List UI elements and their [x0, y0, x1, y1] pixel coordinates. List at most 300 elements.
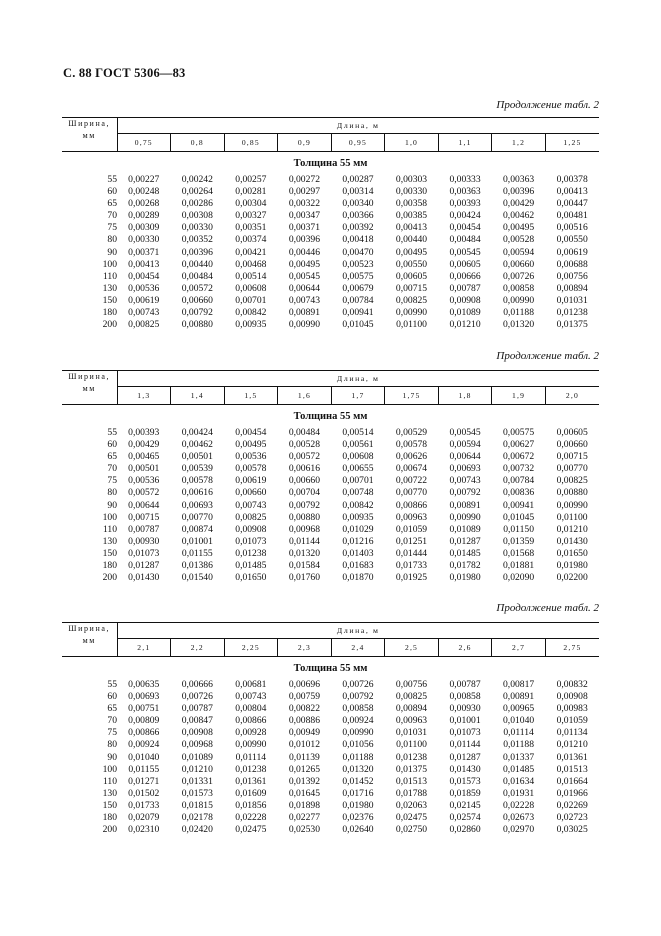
volume-value: 0,00462	[503, 210, 535, 222]
table-row	[62, 536, 599, 548]
volume-value: 0,01144	[289, 535, 320, 547]
volume-value: 0,01012	[288, 739, 320, 751]
volume-value: 0,01287	[449, 751, 481, 763]
volume-value: 0,01089	[181, 751, 213, 763]
volume-value: 0,00396	[181, 246, 213, 258]
width-header	[62, 118, 117, 152]
volume-value: 0,01513	[556, 763, 588, 775]
volume-value: 0,00866	[395, 499, 428, 511]
length-value: 2,3	[278, 639, 332, 657]
width-value: 70	[107, 210, 117, 222]
volume-value: 0,00572	[288, 451, 320, 463]
width-value: 100	[102, 511, 117, 523]
volume-value: 0,00726	[503, 270, 535, 282]
volume-value: 0,00286	[181, 198, 213, 210]
width-value: 130	[102, 787, 117, 799]
length-value: 0,85	[224, 134, 278, 152]
volume-value: 0,00990	[503, 294, 535, 306]
volume-value: 0,00644	[449, 451, 481, 463]
volume-value: 0,01320	[288, 547, 320, 559]
volume-value: 0,00440	[181, 258, 213, 270]
table-row	[62, 427, 599, 439]
volume-value: 0,00908	[181, 727, 213, 739]
volume-value: 0,02723	[556, 812, 588, 824]
volume-value: 0,00454	[449, 222, 481, 234]
volume-value: 0,00248	[128, 186, 160, 198]
volume-value: 0,00561	[342, 439, 374, 451]
volume-value: 0,00655	[342, 463, 374, 475]
volume-value: 0,00688	[556, 258, 588, 270]
width-header-label: Ширина,	[68, 119, 111, 128]
volume-value: 0,00787	[181, 703, 213, 715]
volume-value: 0,00396	[288, 234, 320, 246]
volume-value: 0,02530	[288, 824, 320, 836]
volume-value: 0,01238	[556, 307, 588, 319]
page-header: С. 88 ГОСТ 5306—83	[63, 66, 186, 80]
volume-value: 0,00484	[449, 234, 481, 246]
table-row	[62, 487, 599, 499]
volume-value: 0,00578	[181, 475, 213, 487]
volume-value: 0,00314	[342, 186, 374, 198]
volume-value: 0,00990	[556, 499, 588, 511]
volume-value: 0,00696	[288, 679, 320, 690]
thickness-label: Толщина 55 мм	[293, 157, 368, 169]
volume-value: 0,00605	[449, 258, 481, 270]
volume-value: 0,00528	[503, 234, 535, 246]
volume-value: 0,00363	[503, 174, 535, 185]
volume-value: 0,02228	[235, 812, 267, 824]
table-row	[62, 764, 599, 776]
volume-value: 0,00681	[235, 679, 267, 690]
width-value: 55	[107, 679, 117, 690]
length-value: 2,2	[171, 639, 225, 657]
volume-value: 0,00424	[181, 427, 213, 438]
volume-value: 0,00693	[181, 499, 213, 511]
volume-value: 0,00358	[395, 198, 428, 210]
volume-value: 0,01392	[288, 775, 320, 787]
volume-value: 0,00495	[395, 246, 428, 258]
volume-value: 0,00619	[556, 246, 588, 258]
length-header: Длина, м	[117, 371, 599, 387]
volume-value: 0,01139	[289, 751, 320, 763]
volume-value: 0,02277	[288, 812, 320, 824]
volume-value: 0,00809	[128, 715, 160, 727]
width-value: 80	[107, 234, 117, 246]
table-row	[62, 679, 599, 691]
volume-value: 0,00858	[503, 282, 535, 294]
volume-value: 0,00429	[503, 198, 535, 210]
width-value: 180	[102, 560, 117, 572]
volume-value: 0,00608	[235, 282, 267, 294]
volume-value: 0,01150	[503, 523, 535, 535]
volume-value: 0,00578	[235, 463, 267, 475]
volume-value: 0,00704	[288, 487, 320, 499]
volume-value: 0,00429	[128, 439, 160, 451]
volume-value: 0,01650	[235, 572, 267, 584]
volume-value: 0,00644	[128, 499, 160, 511]
volume-value: 0,00421	[235, 246, 267, 258]
width-value: 150	[102, 294, 117, 306]
table-row	[62, 283, 599, 295]
volume-value: 0,01216	[342, 535, 374, 547]
volume-value: 0,00968	[288, 523, 320, 535]
volume-value: 0,00832	[556, 679, 588, 690]
volume-value: 0,00392	[342, 222, 374, 234]
width-value: 180	[102, 812, 117, 824]
length-header: Длина, м	[117, 118, 599, 134]
volume-value: 0,01925	[395, 572, 428, 584]
volume-value: 0,00465	[128, 451, 160, 463]
volume-value: 0,01485	[449, 547, 481, 559]
width-value: 200	[102, 572, 117, 584]
volume-value: 0,00891	[449, 499, 481, 511]
table-row	[62, 752, 599, 764]
length-value: 0,8	[171, 134, 225, 152]
volume-value: 0,00715	[556, 451, 588, 463]
volume-value: 0,00990	[235, 739, 267, 751]
length-value: 2,5	[385, 639, 439, 657]
volume-value: 0,00440	[395, 234, 428, 246]
volume-value: 0,01502	[128, 787, 160, 799]
volume-value: 0,01931	[503, 787, 535, 799]
length-value: 1,5	[224, 387, 278, 405]
width-header-label: Ширина,	[68, 624, 111, 633]
volume-value: 0,02079	[128, 812, 160, 824]
table-row	[62, 548, 599, 560]
volume-value: 0,00605	[395, 270, 428, 282]
volume-value: 0,00908	[235, 523, 267, 535]
volume-value: 0,00908	[556, 691, 588, 703]
volume-value: 0,01100	[396, 739, 427, 751]
width-header-unit: мм	[82, 384, 96, 393]
length-value: 1,75	[385, 387, 439, 405]
volume-value: 0,00787	[128, 523, 160, 535]
volume-value: 0,01059	[556, 715, 588, 727]
volume-value: 0,00822	[288, 703, 320, 715]
volume-value: 0,00874	[181, 523, 213, 535]
volume-value: 0,00924	[342, 715, 374, 727]
thickness-label: Толщина 55 мм	[293, 662, 368, 674]
volume-value: 0,00528	[288, 439, 320, 451]
volume-value: 0,01760	[288, 572, 320, 584]
volume-value: 0,00990	[342, 727, 374, 739]
volume-value: 0,00413	[128, 258, 160, 270]
volume-value: 0,00784	[342, 294, 374, 306]
continuation-label: Продолжение табл. 2	[496, 602, 599, 614]
width-value: 100	[102, 763, 117, 775]
volume-value: 0,00891	[288, 307, 320, 319]
volume-value: 0,00660	[288, 475, 320, 487]
volume-value: 0,00413	[556, 186, 588, 198]
volume-value: 0,01100	[396, 319, 427, 331]
table-row	[62, 210, 599, 222]
continuation-label: Продолжение табл. 2	[496, 350, 599, 362]
volume-value: 0,01444	[395, 547, 428, 559]
volume-value: 0,02063	[395, 799, 428, 811]
length-value: 1,9	[492, 387, 546, 405]
volume-value: 0,00825	[556, 475, 588, 487]
volume-value: 0,01815	[181, 799, 213, 811]
volume-value: 0,01664	[556, 775, 588, 787]
volume-value: 0,00886	[288, 715, 320, 727]
table-row	[62, 451, 599, 463]
volume-value: 0,01980	[342, 799, 374, 811]
volume-value: 0,00770	[556, 463, 588, 475]
width-value: 130	[102, 535, 117, 547]
volume-value: 0,00963	[395, 715, 428, 727]
volume-value: 0,00715	[395, 282, 428, 294]
volume-value: 0,01645	[288, 787, 320, 799]
volume-value: 0,01788	[395, 787, 428, 799]
volume-value: 0,01210	[556, 523, 588, 535]
width-value: 60	[107, 439, 117, 451]
data-table	[62, 370, 599, 584]
volume-value: 0,00759	[288, 691, 320, 703]
volume-value: 0,01188	[503, 307, 535, 319]
width-value: 75	[107, 222, 117, 234]
volume-value: 0,00594	[503, 246, 535, 258]
width-value: 150	[102, 547, 117, 559]
volume-value: 0,00894	[395, 703, 428, 715]
volume-value: 0,01045	[503, 511, 535, 523]
volume-value: 0,00304	[235, 198, 267, 210]
volume-value: 0,00501	[128, 463, 160, 475]
width-value: 200	[102, 319, 117, 331]
volume-value: 0,01733	[128, 799, 160, 811]
volume-value: 0,00880	[556, 487, 588, 499]
data-table	[62, 622, 599, 836]
volume-value: 0,00385	[395, 210, 428, 222]
volume-value: 0,00545	[449, 427, 481, 438]
volume-value: 0,00523	[342, 258, 374, 270]
volume-value: 0,00396	[503, 186, 535, 198]
volume-value: 0,00743	[128, 307, 160, 319]
length-value: 2,4	[331, 639, 385, 657]
volume-value: 0,00756	[395, 679, 428, 690]
volume-value: 0,00619	[235, 475, 267, 487]
table-row	[62, 247, 599, 259]
width-value: 65	[107, 198, 117, 210]
volume-value: 0,00644	[288, 282, 320, 294]
volume-value: 0,02750	[395, 824, 428, 836]
volume-value: 0,00462	[181, 439, 213, 451]
volume-value: 0,01485	[503, 763, 535, 775]
volume-value: 0,00635	[128, 679, 160, 690]
width-value: 55	[107, 174, 117, 185]
volume-value: 0,00536	[235, 451, 267, 463]
length-value: 1,7	[331, 387, 385, 405]
volume-value: 0,00470	[342, 246, 374, 258]
volume-value: 0,01114	[235, 751, 267, 763]
volume-value: 0,00446	[288, 246, 320, 258]
volume-value: 0,00701	[342, 475, 374, 487]
volume-value: 0,01337	[503, 751, 535, 763]
volume-value: 0,02673	[503, 812, 535, 824]
volume-value: 0,01001	[449, 715, 481, 727]
volume-value: 0,00748	[342, 487, 374, 499]
length-value: 0,9	[278, 134, 332, 152]
volume-value: 0,01966	[556, 787, 588, 799]
table-row	[62, 259, 599, 271]
volume-value: 0,00880	[288, 511, 320, 523]
volume-value: 0,00743	[288, 294, 320, 306]
volume-value: 0,00968	[181, 739, 213, 751]
table-row	[62, 234, 599, 246]
width-value: 110	[102, 270, 117, 282]
volume-value: 0,00619	[128, 294, 160, 306]
volume-value: 0,00722	[395, 475, 428, 487]
volume-value: 0,02200	[556, 572, 588, 584]
volume-value: 0,00529	[395, 427, 428, 438]
volume-value: 0,01513	[395, 775, 428, 787]
length-value: 1,25	[545, 134, 599, 152]
volume-value: 0,01634	[503, 775, 535, 787]
volume-value: 0,00393	[128, 427, 160, 438]
volume-value: 0,00825	[395, 691, 428, 703]
width-value: 75	[107, 475, 117, 487]
volume-value: 0,01881	[503, 560, 535, 572]
width-value: 70	[107, 463, 117, 475]
volume-value: 0,00990	[288, 319, 320, 331]
volume-value: 0,01320	[342, 763, 374, 775]
volume-value: 0,00447	[556, 198, 588, 210]
thickness-label: Толщина 55 мм	[293, 410, 368, 422]
volume-value: 0,00268	[128, 198, 160, 210]
table-row	[62, 295, 599, 307]
table-row	[62, 319, 599, 331]
volume-value: 0,00281	[235, 186, 267, 198]
volume-value: 0,00756	[556, 270, 588, 282]
volume-value: 0,00289	[128, 210, 160, 222]
volume-value: 0,00660	[181, 294, 213, 306]
volume-value: 0,00679	[342, 282, 374, 294]
length-header: Длина, м	[117, 623, 599, 639]
width-value: 180	[102, 307, 117, 319]
volume-value: 0,00908	[449, 294, 481, 306]
volume-value: 0,01573	[449, 775, 481, 787]
volume-value: 0,02269	[556, 799, 588, 811]
volume-value: 0,00627	[503, 439, 535, 451]
volume-value: 0,01155	[128, 763, 160, 775]
volume-value: 0,01320	[503, 319, 535, 331]
length-value: 2,7	[492, 639, 546, 657]
volume-value: 0,00693	[128, 691, 160, 703]
width-value: 65	[107, 451, 117, 463]
volume-value: 0,00842	[235, 307, 267, 319]
length-value: 2,0	[545, 387, 599, 405]
volume-value: 0,00242	[181, 174, 213, 185]
table-row	[62, 463, 599, 475]
volume-value: 0,00941	[342, 307, 374, 319]
volume-value: 0,01265	[288, 763, 320, 775]
volume-value: 0,00347	[288, 210, 320, 222]
volume-value: 0,00287	[342, 174, 374, 185]
volume-value: 0,00327	[235, 210, 267, 222]
volume-value: 0,00309	[128, 222, 160, 234]
volume-value: 0,00847	[181, 715, 213, 727]
volume-value: 0,00227	[128, 174, 160, 185]
volume-value: 0,01609	[235, 787, 267, 799]
table-row	[62, 271, 599, 283]
volume-value: 0,00817	[503, 679, 535, 690]
table-row	[62, 739, 599, 751]
volume-value: 0,01210	[181, 763, 213, 775]
volume-value: 0,00866	[128, 727, 160, 739]
volume-value: 0,00264	[181, 186, 213, 198]
volume-value: 0,00272	[288, 174, 320, 185]
width-value: 75	[107, 727, 117, 739]
volume-value: 0,01287	[128, 560, 160, 572]
volume-value: 0,01134	[556, 727, 588, 739]
volume-value: 0,00572	[128, 487, 160, 499]
volume-value: 0,01059	[395, 523, 428, 535]
width-value: 130	[102, 282, 117, 294]
volume-value: 0,01898	[288, 799, 320, 811]
width-value: 60	[107, 691, 117, 703]
table-row	[62, 691, 599, 703]
volume-value: 0,01073	[235, 535, 267, 547]
volume-value: 0,00949	[288, 727, 320, 739]
length-value: 1,0	[385, 134, 439, 152]
volume-value: 0,00514	[342, 427, 374, 438]
volume-value: 0,01430	[556, 535, 588, 547]
volume-value: 0,01485	[235, 560, 267, 572]
volume-value: 0,01031	[395, 727, 428, 739]
volume-value: 0,00965	[503, 703, 535, 715]
length-value: 1,6	[278, 387, 332, 405]
volume-value: 0,00924	[128, 739, 160, 751]
volume-value: 0,00726	[342, 679, 374, 690]
volume-value: 0,00660	[235, 487, 267, 499]
volume-value: 0,00481	[556, 210, 588, 222]
volume-value: 0,01733	[395, 560, 428, 572]
volume-value: 0,00393	[449, 198, 481, 210]
volume-value: 0,00743	[235, 499, 267, 511]
volume-value: 0,00536	[128, 282, 160, 294]
volume-value: 0,00792	[342, 691, 374, 703]
volume-value: 0,01568	[503, 547, 535, 559]
volume-value: 0,00751	[128, 703, 160, 715]
length-value: 1,1	[438, 134, 492, 152]
volume-value: 0,00666	[181, 679, 213, 690]
volume-value: 0,01361	[556, 751, 588, 763]
continuation-label: Продолжение табл. 2	[496, 99, 599, 111]
volume-value: 0,01040	[503, 715, 535, 727]
volume-value: 0,02970	[503, 824, 535, 836]
volume-value: 0,00340	[342, 198, 374, 210]
volume-value: 0,00351	[235, 222, 267, 234]
volume-value: 0,00484	[288, 427, 320, 438]
width-value: 150	[102, 799, 117, 811]
table-row	[62, 307, 599, 319]
volume-value: 0,00792	[449, 487, 481, 499]
table-row	[62, 198, 599, 210]
volume-value: 0,00516	[556, 222, 588, 234]
table-row	[62, 222, 599, 234]
width-value: 80	[107, 487, 117, 499]
table-row	[62, 703, 599, 715]
volume-value: 0,02376	[342, 812, 374, 824]
volume-value: 0,01238	[235, 547, 267, 559]
volume-value: 0,00770	[395, 487, 428, 499]
volume-value: 0,01238	[235, 763, 267, 775]
volume-value: 0,00784	[503, 475, 535, 487]
volume-value: 0,00322	[288, 198, 320, 210]
volume-value: 0,00660	[556, 439, 588, 451]
volume-value: 0,00454	[235, 427, 267, 438]
volume-value: 0,00804	[235, 703, 267, 715]
width-value: 60	[107, 186, 117, 198]
